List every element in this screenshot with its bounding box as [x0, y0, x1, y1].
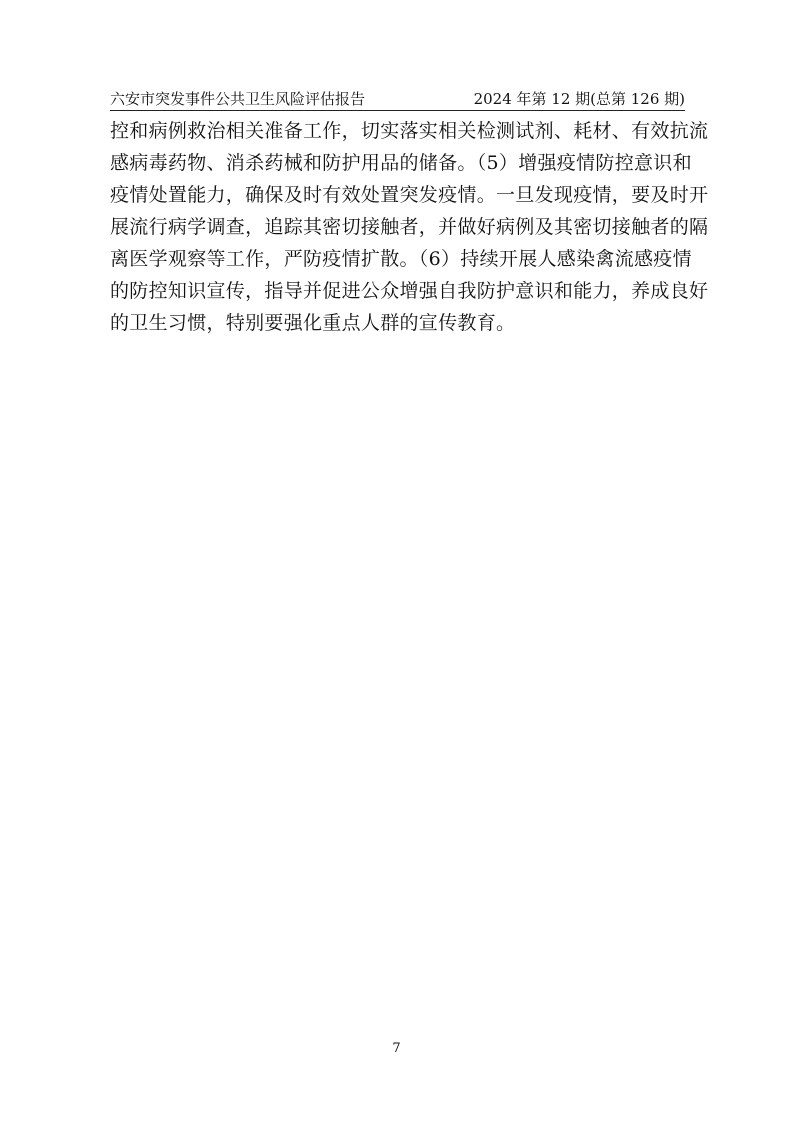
report-title: 六安市突发事件公共卫生风险评估报告: [110, 90, 366, 108]
text-line: 展流行病学调查，追踪其密切接触者，并做好病例及其密切接触者的隔: [110, 216, 709, 238]
text-line: 疫情处置能力，确保及时有效处置突发疫情。一旦发现疫情，要及时开: [110, 184, 709, 206]
page-header: [110, 88, 685, 111]
text-line: 控和病例救治相关准备工作，切实落实相关检测试剂、耗材、有效抗流: [110, 120, 709, 142]
text-line: 的卫生习惯，特别要强化重点人群的宣传教育。: [110, 312, 516, 334]
text-line: 感病毒药物、消杀药械和防护用品的储备。（5）增强疫情防控意识和: [110, 152, 692, 174]
issue-number: 2024 年第 12 期(总第 126 期): [473, 90, 685, 108]
body-paragraph: [110, 115, 709, 339]
text-line: 离医学观察等工作，严防疫情扩散。（6）持续开展人感染禽流感疫情: [110, 248, 692, 270]
text-line: 的防控知识宣传，指导并促进公众增强自我防护意识和能力，养成良好: [110, 280, 709, 302]
page-number: 7: [392, 1041, 401, 1056]
